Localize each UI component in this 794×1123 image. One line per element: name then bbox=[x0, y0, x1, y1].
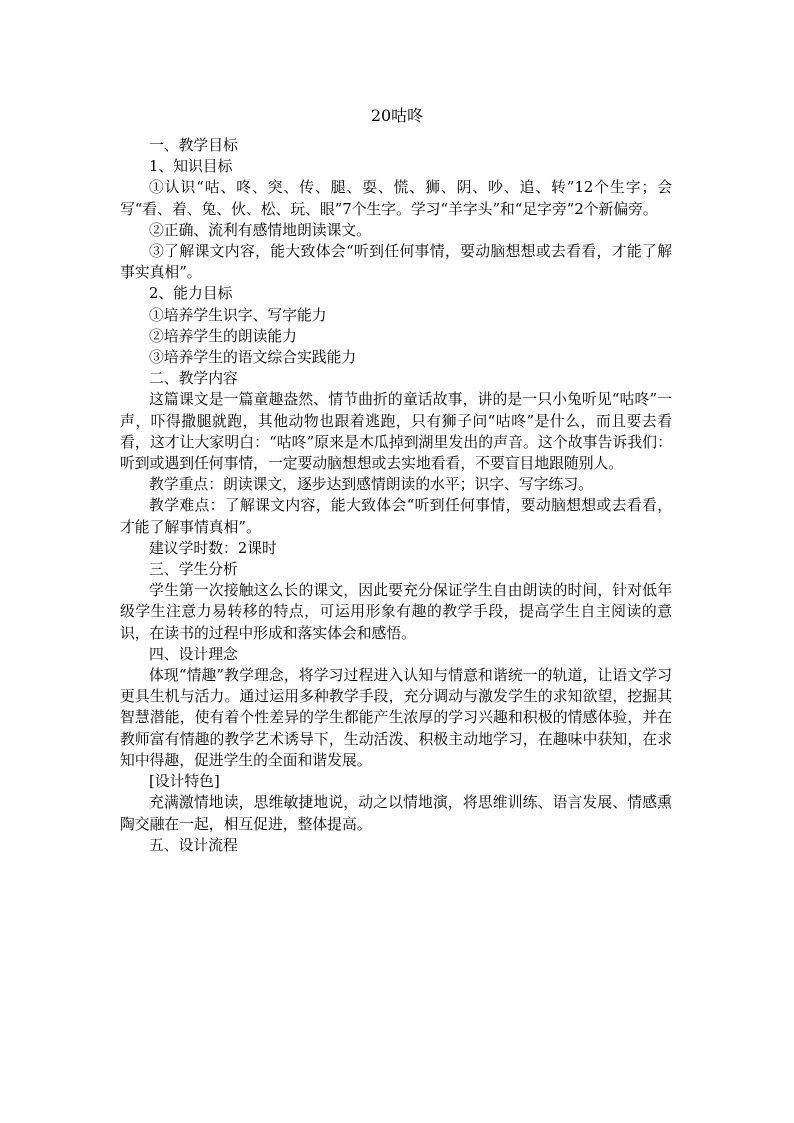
heading-design-flow: 五、设计流程 bbox=[149, 836, 238, 854]
knowledge-goal-1: ①认识“咕、咚、突、传、腿、耍、慌、狮、阴、吵、追、转”12个生字；会写“看、着、兔、伙、松、玩、眼”7个生字。学习“羊字头”和“足字旁”2个新偏旁。 bbox=[120, 179, 672, 218]
heading-student-analysis: 三、学生分析 bbox=[149, 561, 238, 579]
document-body bbox=[120, 135, 672, 856]
subheading-knowledge-goals: 1、知识目标 bbox=[149, 158, 233, 176]
ability-goal-2: ②培养学生的朗读能力 bbox=[149, 327, 297, 345]
subheading-ability-goals: 2、能力目标 bbox=[149, 285, 233, 303]
paragraph-class-hours: 建议学时数：2课时 bbox=[149, 539, 277, 557]
ability-goal-3: ③培养学生的语文综合实践能力 bbox=[149, 349, 357, 367]
paragraph-design-concept: 体现“情趣”教学理念，将学习过程进入认知与情意和谐统一的轨道，让语文学习更具生机与活力。通过运用多种教学手段，充分调动与激发学生的求知欲望，挖掘其智慧潜能，使有着个性差异的学生都能产生浓厚的学习兴趣和积极的情感体验，并在教师富有情趣的教学艺术诱导下，生动活泼、积极主动地学习，在趣味中获知，在求知中得趣，促进学生的全面和谐发展。 bbox=[120, 667, 672, 769]
paragraph-design-features: 充满激情地读，思维敏捷地说，动之以情地演，将思维训练、语言发展、情感熏陶交融在一起，相互促进，整体提高。 bbox=[120, 794, 672, 833]
heading-teaching-content: 二、教学内容 bbox=[149, 370, 238, 388]
paragraph-student-analysis: 学生第一次接触这么长的课文，因此要充分保证学生自由朗读的时间，针对低年级学生注意力易转移的特点，可运用形象有趣的教学手段，提高学生自主阅读的意识，在读书的过程中形成和落实体会和感悟。 bbox=[120, 582, 672, 642]
paragraph-story-summary: 这篇课文是一篇童趣盎然、情节曲折的童话故事，讲的是一只小兔听见“咕咚”一声，吓得撒腿就跑，其他动物也跟着逃跑，只有狮子问“咕咚”是什么，而且要去看看，这才让大家明白：“咕咚”原来是木瓜掉到湖里发出的声音。这个故事告诉我们：听到或遇到任何事情，一定要动脑想想或去实地看看，不要盲目地跟随别人。 bbox=[120, 391, 672, 473]
document-title: 20咕咚 bbox=[370, 106, 424, 125]
paragraph-key-points: 教学重点：朗读课文，逐步达到感情朗读的水平；识字、写字练习。 bbox=[149, 476, 593, 494]
heading-teaching-goals: 一、教学目标 bbox=[149, 137, 238, 154]
heading-design-concept: 四、设计理念 bbox=[149, 645, 238, 663]
paragraph-difficulties: 教学难点：了解课文内容，能大致体会“听到任何事情，要动脑想想或去看看，才能了解事情真相”。 bbox=[120, 497, 672, 536]
knowledge-goal-2: ②正确、流利有感情地朗读课文。 bbox=[149, 221, 371, 239]
ability-goal-1: ①培养学生识字、写字能力 bbox=[149, 306, 327, 324]
heading-design-features: [设计特色] bbox=[149, 773, 220, 791]
knowledge-goal-3: ③了解课文内容，能大致体会“听到任何事情，要动脑想想或去看看，才能了解事实真相”。 bbox=[120, 243, 672, 282]
